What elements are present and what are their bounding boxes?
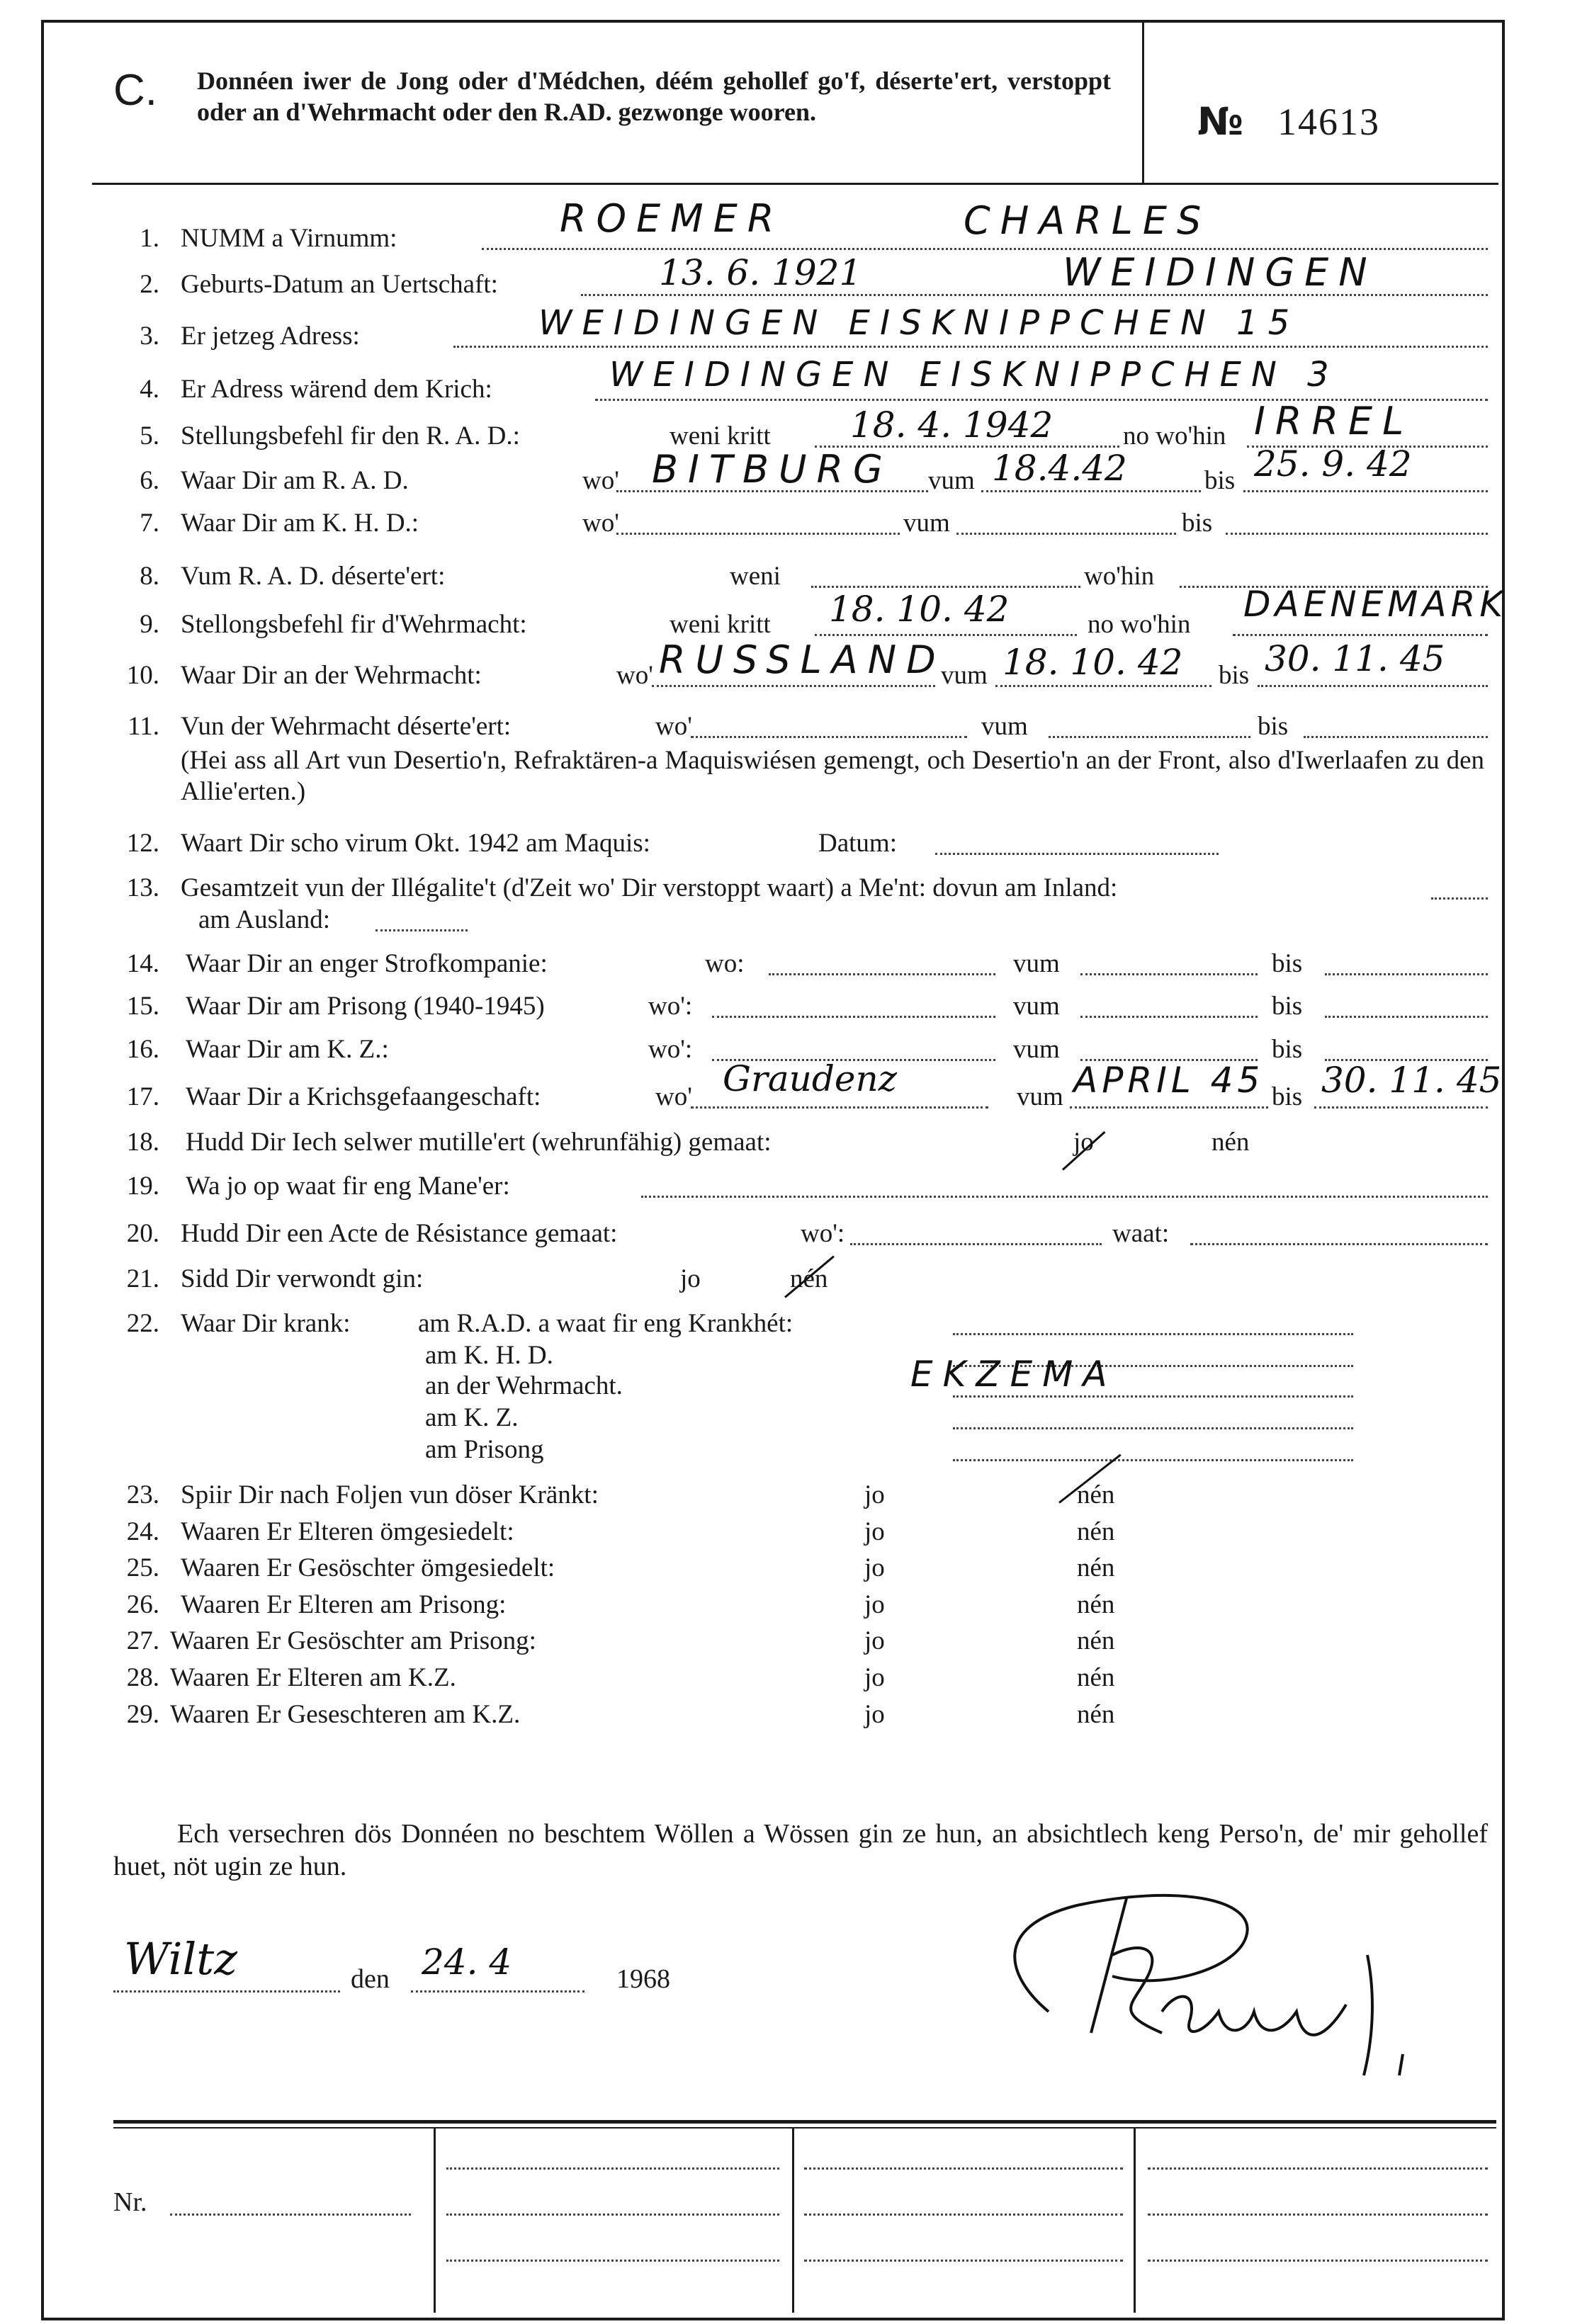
field-label: Waar Dir am K. H. D.: [181, 509, 419, 538]
field-label: Er jetzeg Adress: [181, 322, 360, 351]
header-divider [1142, 21, 1144, 183]
field-number: 24. [126, 1517, 159, 1546]
field-number: 18. [126, 1128, 159, 1157]
field-number: 28. [126, 1663, 159, 1692]
vum-label: vum [1017, 1082, 1063, 1111]
signature [949, 1870, 1431, 2082]
bis-label: bis [1272, 1035, 1303, 1064]
bis-label: bis [1272, 992, 1303, 1021]
field-number: 12. [126, 829, 159, 858]
datum-label: Datum: [818, 829, 897, 858]
vum-label: vum [981, 712, 1028, 741]
field-label: Waaren Er Elteren ömgesiedelt: [181, 1517, 514, 1546]
fill-line [956, 533, 1176, 535]
fill-line [850, 1243, 1102, 1245]
fill-line [1148, 2260, 1488, 2262]
field-label: Spiir Dir nach Foljen vun döser Kränkt: [181, 1480, 599, 1509]
nen-option: nén [1077, 1700, 1115, 1729]
document-number [1197, 99, 1380, 144]
fill-line [1258, 685, 1488, 687]
fill-line [641, 1196, 1488, 1198]
declaration-text: Ech versechren dös Donnéen no beschtem Wöllen a Wössen gin ze hun, an absichtlech keng Perso'n, de' mir gehollef huet, nöt ugin ze hun. [113, 1819, 1488, 1881]
fill-line [1148, 2167, 1488, 2170]
year-label: 1968 [616, 1964, 670, 1994]
sick-wehrmacht-label: an der Wehrmacht. [425, 1371, 623, 1400]
handwritten-pow-from: APRIL 45 [1073, 1060, 1265, 1101]
field-label: NUMM a Virnumm: [181, 224, 397, 253]
handwritten-firstname: CHARLES [964, 198, 1212, 243]
handwritten-surname: ROEMER [560, 196, 784, 241]
handwritten-wehrmacht-from: 18. 10. 42 [1003, 642, 1183, 683]
fill-line [953, 1333, 1353, 1335]
field-number: 9. [140, 610, 159, 639]
footer-rule-thin [113, 2127, 1496, 2129]
bis-label: bis [1272, 949, 1303, 978]
handwritten-war-address: WEIDINGEN EISKNIPPCHEN 3 [609, 355, 1339, 395]
handwritten-date: 24. 4 [422, 1942, 512, 1983]
field-number: 10. [126, 661, 159, 690]
field-label: Waaren Er Gesöschter am Prisong: [170, 1626, 536, 1655]
nen-option: nén [1077, 1480, 1115, 1509]
fill-line [1243, 490, 1488, 492]
field-label: Waaren Er Elteren am K.Z. [170, 1663, 456, 1692]
fill-line [691, 736, 967, 738]
field-number: 23. [126, 1480, 159, 1509]
wo-label: wo': [648, 992, 693, 1021]
field-number: 7. [140, 509, 159, 538]
wo-label: wo' [655, 712, 692, 741]
field-label: Waart Dir scho virum Okt. 1942 am Maquis: [181, 829, 650, 858]
field-label: Waaren Er Geseschteren am K.Z. [170, 1700, 521, 1729]
bis-label: bis [1204, 466, 1236, 495]
fill-line [446, 2260, 779, 2262]
wo-label: wo': [648, 1035, 693, 1064]
field-label: Waaren Er Elteren am Prisong: [181, 1590, 507, 1619]
field-number: 29. [126, 1700, 159, 1729]
field-label: Waar Dir am Prisong (1940-1945) [186, 992, 545, 1021]
handwritten-rad-until: 25. 9. 42 [1254, 443, 1412, 484]
field-number: 20. [126, 1219, 159, 1248]
fill-line [935, 853, 1219, 855]
fill-line [1049, 736, 1250, 738]
field-number: 11. [128, 712, 159, 741]
header-rule [92, 183, 1498, 185]
footer-divider [792, 2127, 794, 2313]
field-label: Stellongsbefehl fir d'Wehrmacht: [181, 610, 527, 639]
jo-option: jo [864, 1517, 885, 1546]
field-label: Waar Dir am R. A. D. [181, 466, 409, 495]
handwritten-pow-location: Graudenz [723, 1058, 897, 1099]
nen-option: nén [1077, 1626, 1115, 1655]
fill-line [804, 2260, 1123, 2262]
weni-label: weni [730, 562, 781, 591]
wohin-label: wo'hin [1084, 562, 1155, 591]
handwritten-rad-from: 18.4.42 [992, 448, 1127, 489]
vum-label: vum [903, 509, 950, 538]
fill-line [769, 973, 995, 975]
handwritten-wehrmacht-until: 30. 11. 45 [1265, 638, 1445, 679]
ausland-label: am Ausland: [198, 905, 331, 934]
fill-line [981, 490, 1201, 492]
bis-label: bis [1182, 509, 1213, 538]
footer-divider [434, 2127, 436, 2313]
fill-line [1325, 973, 1488, 975]
wo-label: wo' [582, 509, 619, 538]
nen-option: nén [1077, 1590, 1115, 1619]
sick-kz-label: am K. Z. [425, 1403, 519, 1432]
field-number: 17. [126, 1082, 159, 1111]
jo-option: jo [864, 1480, 885, 1509]
nen-option: nén [1077, 1663, 1115, 1692]
fill-line [953, 1395, 1353, 1398]
handwritten-birthplace: WEIDINGEN [1063, 250, 1377, 295]
field-number: 19. [126, 1172, 159, 1201]
field-label: Waar Dir an enger Strofkompanie: [186, 949, 548, 978]
desertion-note: (Hei ass all Art vun Desertio'n, Refraktären-a Maquiswiésen gemengt, och Desertio'n an der Front, also d'Iwerlaafen zu den Allie'erten.) [181, 746, 1484, 806]
wo-label: wo: [705, 949, 745, 978]
sick-prisong-label: am Prisong [425, 1435, 544, 1464]
field-number: 14. [126, 949, 159, 978]
field-number: 16. [126, 1035, 159, 1064]
field-label: Vum R. A. D. déserte'ert: [181, 562, 446, 591]
number-symbol: № [1197, 99, 1245, 144]
fill-line [804, 2214, 1123, 2216]
fill-line [1233, 634, 1488, 636]
jo-option: jo [680, 1264, 701, 1293]
wo-label: wo' [582, 466, 619, 495]
field-label: Er Adress wärend dem Krich: [181, 375, 492, 404]
fill-line [375, 929, 468, 931]
waat-label: waat: [1112, 1219, 1170, 1248]
jo-option: jo [1073, 1128, 1094, 1157]
fill-line [1190, 1243, 1488, 1245]
field-label: Gesamtzeit vun der Illégalite't (d'Zeit wo' Dir verstoppt waart) a Me'nt: dovun am Inland: [181, 873, 1118, 902]
nowohin-label: no wo'hin [1123, 421, 1226, 450]
fill-line [446, 2167, 779, 2170]
handwritten-rad-order-date: 18. 4. 1942 [850, 404, 1054, 446]
handwritten-current-address: WEIDINGEN EISKNIPPCHEN 15 [538, 303, 1300, 343]
place-line [113, 1990, 340, 1993]
bis-label: bis [1272, 1082, 1303, 1111]
nowohin-label: no wo'hin [1088, 610, 1191, 639]
header-title: Donnéen iwer de Jong oder d'Médchen, déém gehollef go'f, déserte'ert, verstoppt oder an d'Wehrmacht oder den R.AD. gezwonge wooren. [197, 67, 1111, 126]
bis-label: bis [1258, 712, 1289, 741]
field-number: 2. [140, 270, 159, 299]
handwritten-rad-location: BITBURG [652, 447, 893, 492]
handwritten-rad-destination: IRREL [1254, 399, 1414, 443]
nen-option: nén [1077, 1517, 1115, 1546]
fill-line [712, 1016, 995, 1018]
nen-option: nén [790, 1264, 828, 1293]
fill-line [804, 2167, 1123, 2170]
vum-label: vum [941, 661, 988, 690]
handwritten-place: Wiltz [124, 1933, 237, 1985]
field-number: 13. [126, 873, 159, 902]
date-line [411, 1990, 584, 1993]
jo-option: jo [864, 1553, 885, 1582]
fill-line [1080, 973, 1258, 975]
fill-line [453, 346, 1488, 348]
footer-divider [1134, 2127, 1136, 2313]
fill-line [953, 1459, 1353, 1461]
sick-rad-label: am R.A.D. a waat fir eng Krankhét: [418, 1309, 794, 1338]
field-number: 27. [126, 1626, 159, 1655]
fill-line [1080, 1016, 1258, 1018]
vum-label: vum [1013, 992, 1060, 1021]
nr-label: Nr. [113, 2187, 147, 2217]
fill-line [1226, 533, 1488, 535]
fill-line [1070, 1106, 1268, 1109]
nen-option: nén [1212, 1128, 1250, 1157]
fill-line [815, 634, 1077, 636]
den-label: den [351, 1964, 390, 1994]
field-label: Hudd Dir Iech selwer mutille'ert (wehrunfähig) gemaat: [186, 1128, 772, 1157]
jo-option: jo [864, 1663, 885, 1692]
wo-label: wo' [616, 661, 653, 690]
field-label: Geburts-Datum an Uertschaft: [181, 270, 498, 299]
fill-line [652, 685, 935, 687]
field-label: Sidd Dir verwondt gin: [181, 1264, 424, 1293]
fill-line [616, 533, 900, 535]
field-number: 26. [126, 1590, 159, 1619]
handwritten-birthdate: 13. 6. 1921 [659, 252, 862, 293]
field-number: 8. [140, 562, 159, 591]
sick-khd-label: am K. H. D. [425, 1341, 553, 1370]
weni-label: weni kritt [670, 610, 771, 639]
handwritten-wehrmacht-location: RUSSLAND [659, 637, 946, 682]
wo-label: wo': [801, 1219, 845, 1248]
field-number: 4. [140, 375, 159, 404]
field-label: Waar Dir a Krichsgefaangeschaft: [186, 1082, 541, 1111]
handwritten-illness: EKZEMA [910, 1354, 1117, 1395]
field-label: Vun der Wehrmacht déserte'ert: [181, 712, 512, 741]
fill-line [1431, 897, 1488, 900]
fill-line [1304, 736, 1488, 738]
bis-label: bis [1219, 661, 1250, 690]
fill-line [811, 586, 1080, 588]
vum-label: vum [928, 466, 975, 495]
handwritten-wehrmacht-order-date: 18. 10. 42 [829, 589, 1010, 630]
field-label: Waar Dir an der Wehrmacht: [181, 661, 482, 690]
field-label: Waar Dir am K. Z.: [186, 1035, 389, 1064]
fill-line [995, 685, 1212, 687]
fill-line [691, 1106, 988, 1109]
fill-line [1325, 1016, 1488, 1018]
section-letter: C. [113, 66, 157, 115]
fill-line [1314, 1106, 1488, 1109]
vum-label: vum [1013, 949, 1060, 978]
wo-label: wo' [655, 1082, 692, 1111]
field-number: 3. [140, 322, 159, 351]
weni-label: weni kritt [670, 421, 771, 450]
jo-option: jo [864, 1590, 885, 1619]
field-label: Waar Dir krank: [181, 1309, 351, 1338]
vum-label: vum [1013, 1035, 1060, 1064]
field-label: Hudd Dir een Acte de Résistance gemaat: [181, 1219, 618, 1248]
field-label: Stellungsbefehl fir den R. A. D.: [181, 421, 520, 450]
fill-line [170, 2214, 411, 2216]
field-number: 21. [126, 1264, 159, 1293]
field-number: 25. [126, 1553, 159, 1582]
jo-option: jo [864, 1700, 885, 1729]
handwritten-pow-until: 30. 11. 45 [1321, 1060, 1502, 1101]
field-label: Wa jo op waat fir eng Mane'er: [186, 1172, 510, 1201]
field-number: 15. [126, 992, 159, 1021]
jo-option: jo [864, 1626, 885, 1655]
field-number: 22. [126, 1309, 159, 1338]
field-number: 5. [140, 421, 159, 450]
footer-rule [113, 2120, 1496, 2124]
handwritten-wehrmacht-destination: DAENEMARK [1243, 584, 1508, 625]
field-label: Waaren Er Gesöschter ömgesiedelt: [181, 1553, 555, 1582]
nen-option: nén [1077, 1553, 1115, 1582]
field-number: 1. [140, 224, 159, 253]
fill-line [1148, 2214, 1488, 2216]
fill-line [446, 2214, 779, 2216]
field-number: 6. [140, 466, 159, 495]
fill-line [953, 1427, 1353, 1429]
number-value: 14613 [1277, 101, 1380, 143]
